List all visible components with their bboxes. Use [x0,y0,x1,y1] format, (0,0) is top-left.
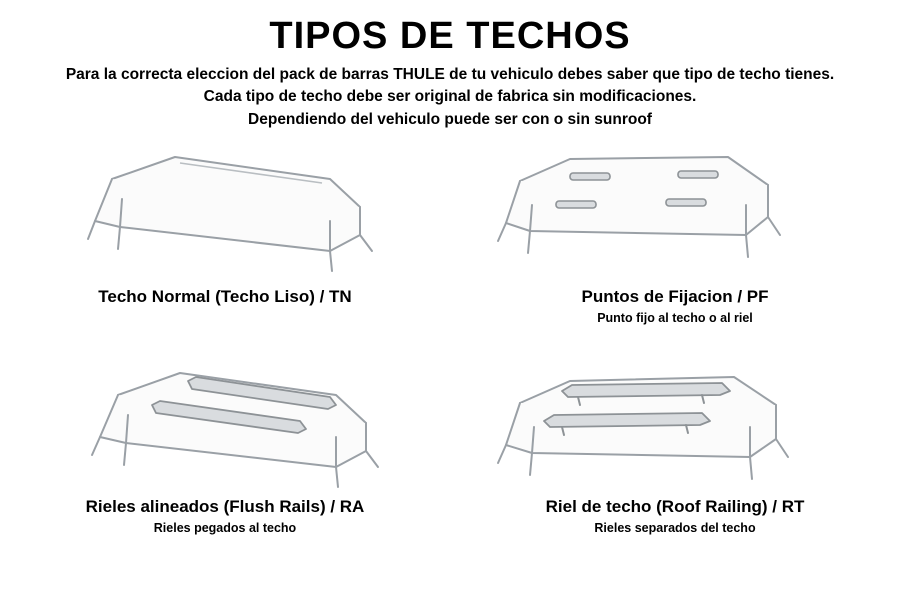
roof-type-subcaption-pf: Punto fijo al techo o al riel [597,311,753,326]
roof-flush-rails-icon [0,357,450,507]
roof-type-caption-rt: Riel de techo (Roof Railing) / RT [545,497,805,517]
intro-line-1: Para la correcta eleccion del pack de barras THULE de tu vehiculo debes saber que tipo de techo tienes. [65,65,835,83]
roof-railing-icon [450,357,900,507]
roof-types-grid [0,139,900,579]
intro-line-3: Dependiendo del vehiculo puede ser con o sin sunroof [248,110,652,128]
roof-type-caption-pf: Puntos de Fijacion / PF [581,287,769,307]
roof-type-card-rt [450,357,900,577]
page-title: TIPOS DE TECHOS [269,15,631,57]
roof-type-subcaption-ra: Rieles pegados al techo [153,521,297,536]
roof-type-card-tn [0,139,450,359]
roof-type-subcaption-rt: Rieles separados del techo [594,521,756,536]
roof-type-caption-ra: Rieles alineados (Flush Rails) / RA [85,497,365,517]
roof-fixpoint-icon [450,139,900,289]
roof-type-caption-tn: Techo Normal (Techo Liso) / TN [98,287,352,307]
intro-text [20,64,880,131]
intro-line-2: Cada tipo de techo debe ser original de fabrica sin modificaciones. [203,88,697,106]
roof-normal-icon [0,139,450,289]
tipos-de-techos-infographic [0,16,900,616]
roof-type-card-ra [0,357,450,577]
roof-type-card-pf [450,139,900,359]
